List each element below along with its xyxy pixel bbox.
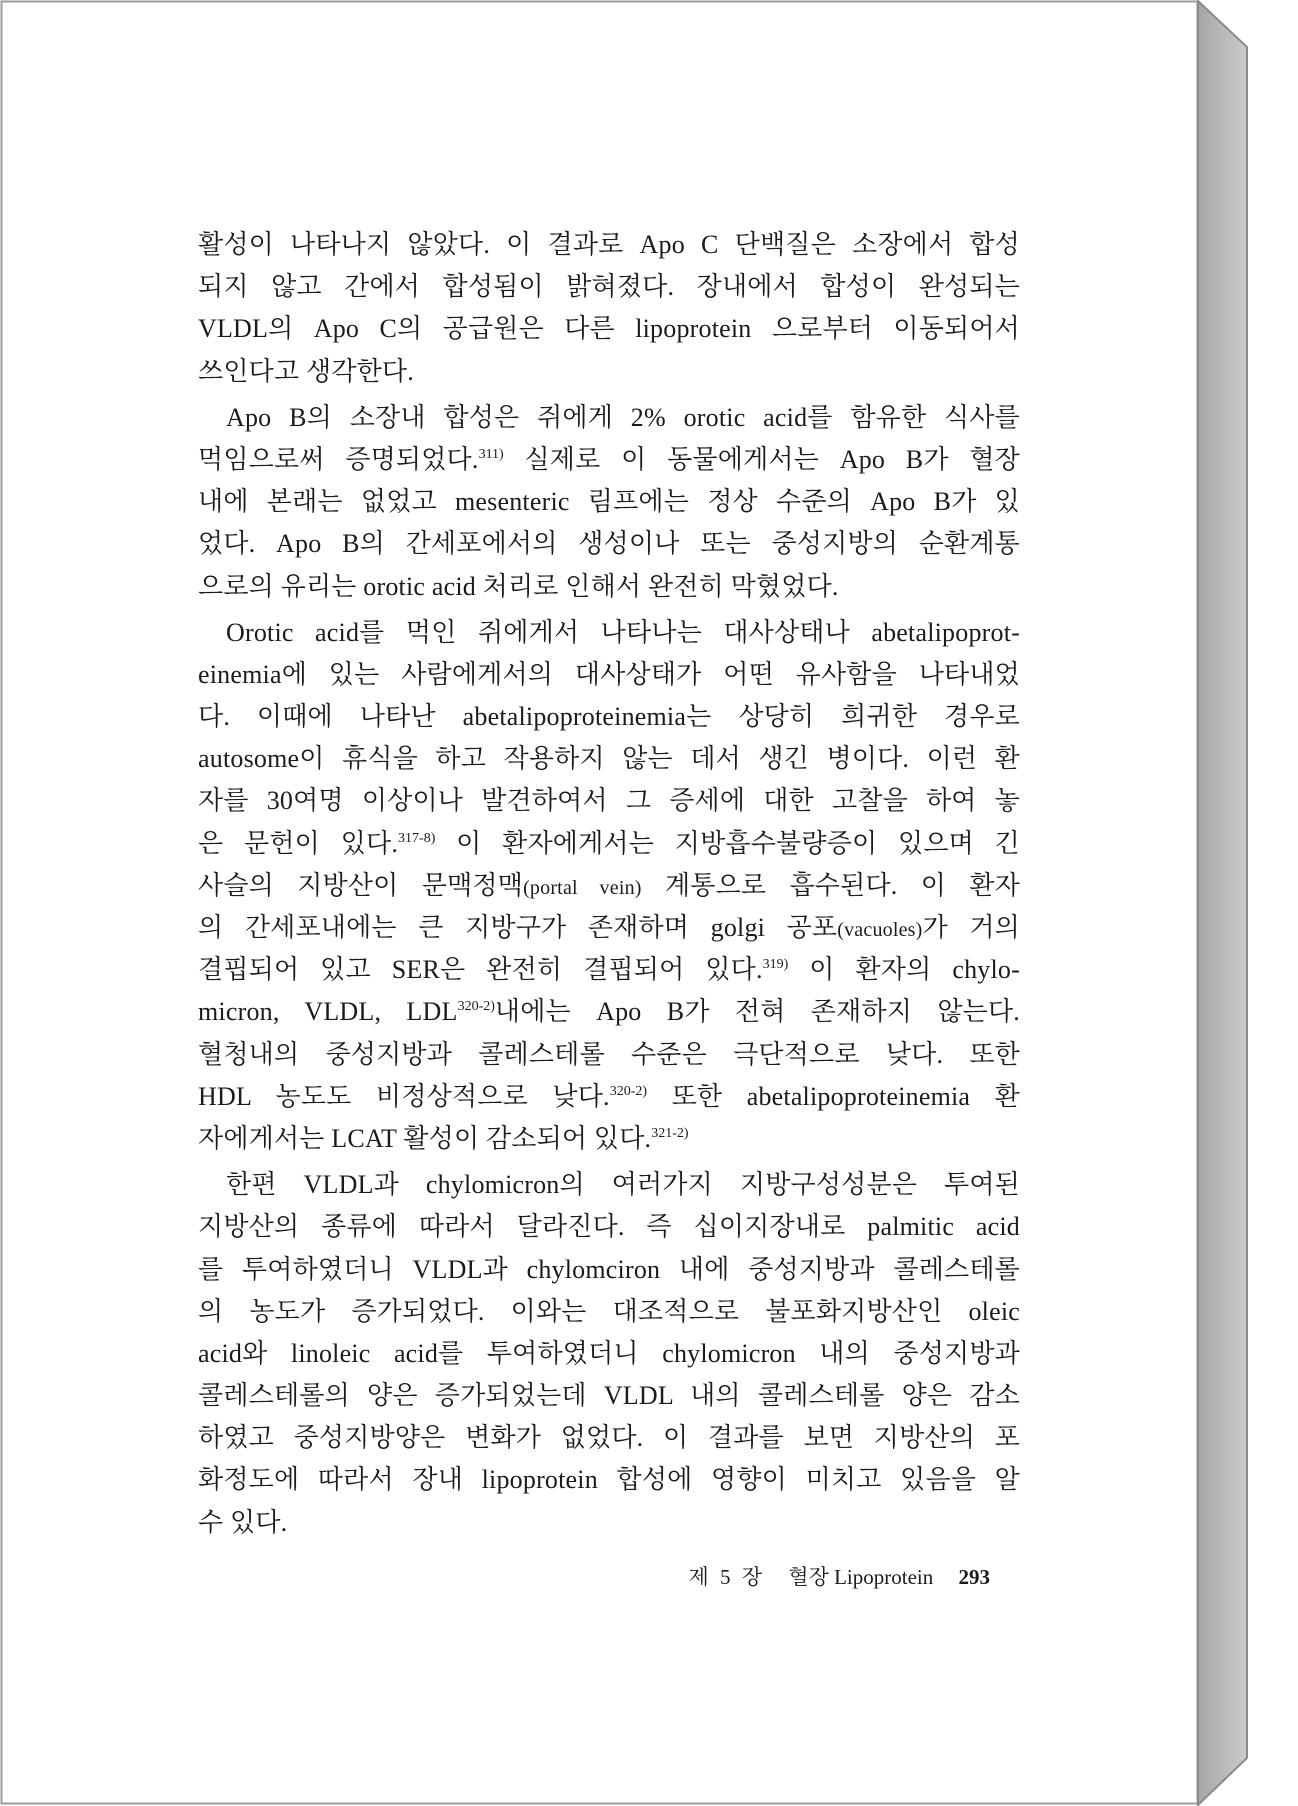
text-line: 한편 VLDL과 chylomicron의 여러가지 지방구성성분은 투여된 <box>226 1170 1020 1200</box>
chapter-label: 제 5 장 <box>688 1565 766 1589</box>
text-segment: HDL 농도도 비정상적으로 낮다. <box>198 1081 610 1111</box>
text-line: 혈청내의 중성지방과 콜레스테롤 수준은 극단적으로 낮다. 또한 <box>198 1039 1020 1069</box>
parenthetical-term: (vacuoles) <box>837 919 923 941</box>
text-line <box>198 991 1020 1033</box>
text-segment: micron, VLDL, LDL <box>198 997 458 1027</box>
text-line <box>198 823 1020 865</box>
text-segment: 실제로 이 동물에게서는 Apo B가 혈장 <box>503 444 1021 474</box>
text-line: 다. 이때에 나타난 abetalipoproteinemia는 상당히 희귀한 경우로 <box>198 702 1020 732</box>
text-line: 의 농도가 증가되었다. 이와는 대조적으로 불포화지방산인 oleic <box>198 1296 1020 1326</box>
citation-superscript: 320-2) <box>609 1083 648 1099</box>
text-segment: 또한 abetalipoproteinemia 환 <box>647 1081 1020 1111</box>
citation-superscript: 311) <box>478 446 504 462</box>
text-line <box>198 1118 1020 1160</box>
text-segment: 의 간세포내에는 큰 지방구가 존재하며 golgi 공포 <box>198 913 838 942</box>
page-number: 293 <box>958 1565 990 1589</box>
citation-superscript: 320-2) <box>457 999 495 1015</box>
text-line: 를 투여하였더니 VLDL과 chylomciron 내에 중성지방과 콜레스테롤 <box>198 1254 1020 1284</box>
paragraph <box>198 612 1020 1160</box>
text-line: 지방산의 종류에 따라서 달라진다. 즉 십이지장내로 palmitic acid <box>198 1212 1020 1242</box>
text-line <box>198 907 1020 949</box>
paragraph <box>198 1164 1020 1544</box>
paragraph <box>198 224 1020 393</box>
text-segment: 결핍되어 있고 SER은 완전히 결핍되어 있다. <box>198 955 763 985</box>
text-segment: 이 환자에게서는 지방흡수불량증이 있으며 긴 <box>435 828 1020 858</box>
text-line: autosome이 휴식을 하고 작용하지 않는 데서 생긴 병이다. 이런 환 <box>198 744 1020 774</box>
text-line: 활성이 나타나지 않았다. 이 결과로 Apo C 단백질은 소장에서 합성 <box>198 230 1020 259</box>
text-line: 쓰인다고 생각한다. <box>198 356 414 386</box>
text-segment: 먹임으로써 증명되었다. <box>198 444 479 474</box>
citation-superscript: 317-8) <box>398 830 436 846</box>
text-line: 되지 않고 간에서 합성됨이 밝혀졌다. 장내에서 합성이 완성되는 <box>198 272 1020 302</box>
page-edge <box>1198 1 1247 1805</box>
text-line: 수 있다. <box>198 1507 288 1537</box>
running-footer <box>600 1562 990 1592</box>
text-segment: 내에는 Apo B가 전혀 존재하지 않는다. <box>494 997 1020 1027</box>
text-segment: 자에게서는 LCAT 활성이 감소되어 있다. <box>198 1123 652 1153</box>
text-line: acid와 linoleic acid를 투여하였더니 chylomicron 내의 중성지방과 <box>198 1338 1020 1368</box>
text-line <box>198 865 1020 907</box>
text-segment: 사슬의 지방산이 문맥정맥 <box>198 870 524 900</box>
text-segment: 이 환자의 chylo- <box>788 955 1020 985</box>
text-line: VLDL의 Apo C의 공급원은 다른 lipoprotein 으로부터 이동되어서 <box>198 314 1020 344</box>
text-line: 하였고 중성지방양은 변화가 없었다. 이 결과를 보면 지방산의 포 <box>198 1423 1020 1453</box>
text-segment: 계통으로 흡수된다. 이 환자 <box>641 870 1020 900</box>
text-line <box>198 949 1020 991</box>
text-line: 콜레스테롤의 양은 증가되었는데 VLDL 내의 콜레스테롤 양은 감소 <box>198 1381 1020 1411</box>
citation-superscript: 321-2) <box>651 1125 689 1141</box>
text-line: 내에 본래는 없었고 mesenteric 림프에는 정상 수준의 Apo B가 있 <box>198 487 1020 517</box>
text-line: 자를 30여명 이상이나 발견하여서 그 증세에 대한 고찰을 하여 놓 <box>198 786 1020 816</box>
paragraph <box>198 397 1020 608</box>
text-line: Orotic acid를 먹인 쥐에게서 나타나는 대사상태나 abetalipoprot- <box>226 617 1020 647</box>
text-line: 화정도에 따라서 장내 lipoprotein 합성에 영향이 미치고 있음을 알 <box>198 1465 1020 1495</box>
citation-superscript: 319) <box>762 957 789 973</box>
text-line <box>198 1076 1020 1118</box>
chapter-title: 혈장 Lipoprotein <box>788 1565 934 1589</box>
text-line: einemia에 있는 사람에게서의 대사상태가 어떤 유사함을 나타내었 <box>198 659 1020 689</box>
text-line <box>198 439 1020 481</box>
text-line: 으로의 유리는 orotic acid 처리로 인해서 완전히 막혔었다. <box>198 571 839 601</box>
text-line: 었다. Apo B의 간세포에서의 생성이나 또는 중성지방의 순환계통 <box>198 529 1020 559</box>
text-segment: 가 거의 <box>922 913 1020 942</box>
text-line: Apo B의 소장내 합성은 쥐에게 2% orotic acid를 함유한 식사를 <box>226 402 1020 432</box>
parenthetical-term: (portal vein) <box>523 876 642 899</box>
body-text <box>198 224 1020 1544</box>
text-segment: 은 문헌이 있다. <box>198 828 399 858</box>
